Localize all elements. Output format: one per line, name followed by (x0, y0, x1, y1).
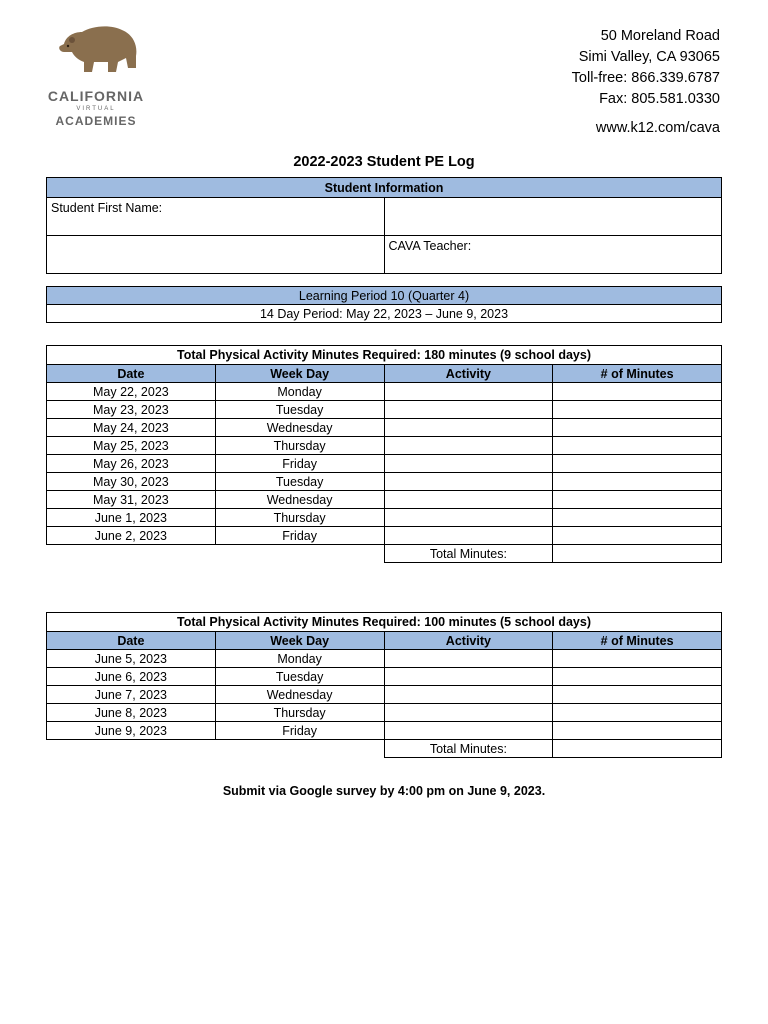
cava-logo (40, 22, 152, 134)
activity-cell[interactable] (384, 491, 553, 509)
row-weekday: Thursday (215, 704, 384, 722)
col-weekday: Week Day (215, 365, 384, 383)
col-weekday: Week Day (215, 632, 384, 650)
col-minutes: # of Minutes (553, 365, 722, 383)
activity-log-table-2 (46, 612, 722, 758)
minutes-cell[interactable] (553, 455, 722, 473)
col-activity: Activity (384, 632, 553, 650)
total-label: Total Minutes: (384, 740, 553, 758)
teacher-label: CAVA Teacher: (388, 239, 472, 253)
activity-cell[interactable] (384, 437, 553, 455)
col-date: Date (47, 365, 216, 383)
activity-cell[interactable] (384, 455, 553, 473)
row-weekday: Friday (215, 455, 384, 473)
total-minutes-cell[interactable] (553, 545, 722, 563)
bear-icon (50, 22, 142, 76)
table-row (47, 704, 722, 722)
row-date: June 7, 2023 (47, 686, 216, 704)
table-row (47, 437, 722, 455)
activity-cell[interactable] (384, 686, 553, 704)
row-date: June 8, 2023 (47, 704, 216, 722)
activity-cell[interactable] (384, 704, 553, 722)
logo-line-2: VIRTUAL (76, 106, 116, 112)
period-table (46, 286, 722, 323)
row-date: June 1, 2023 (47, 509, 216, 527)
table-row (47, 473, 722, 491)
minutes-cell[interactable] (553, 383, 722, 401)
log1-title: Total Physical Activity Minutes Required: 180 minutes (9 school days) (47, 346, 722, 365)
student-info-header: Student Information (47, 178, 722, 198)
address-block (572, 26, 720, 139)
table-row (47, 650, 722, 668)
activity-cell[interactable] (384, 419, 553, 437)
row-date: June 2, 2023 (47, 527, 216, 545)
table-row (47, 509, 722, 527)
blank-field[interactable] (384, 198, 722, 236)
table-row (47, 401, 722, 419)
blank-field[interactable] (47, 236, 385, 274)
first-name-label: Student First Name: (51, 201, 163, 215)
row-weekday: Tuesday (215, 401, 384, 419)
row-date: May 25, 2023 (47, 437, 216, 455)
minutes-cell[interactable] (553, 491, 722, 509)
row-date: May 26, 2023 (47, 455, 216, 473)
teacher-field[interactable] (384, 236, 722, 274)
first-name-field[interactable] (47, 198, 385, 236)
table-row (47, 419, 722, 437)
row-weekday: Wednesday (215, 491, 384, 509)
fax: Fax: 805.581.0330 (599, 91, 720, 107)
minutes-cell[interactable] (553, 527, 722, 545)
activity-cell[interactable] (384, 383, 553, 401)
logo-line-1: CALIFORNIA (47, 88, 145, 104)
row-weekday: Wednesday (215, 419, 384, 437)
logo-line-3: ACADEMIES (55, 114, 137, 128)
row-weekday: Monday (215, 650, 384, 668)
spacer (215, 740, 384, 758)
row-weekday: Tuesday (215, 668, 384, 686)
table-row (47, 491, 722, 509)
total-label: Total Minutes: (384, 545, 553, 563)
activity-cell[interactable] (384, 650, 553, 668)
row-date: May 22, 2023 (47, 383, 216, 401)
total-minutes-cell[interactable] (553, 740, 722, 758)
col-minutes: # of Minutes (553, 632, 722, 650)
row-date: June 6, 2023 (47, 668, 216, 686)
row-date: May 24, 2023 (47, 419, 216, 437)
minutes-cell[interactable] (553, 686, 722, 704)
page-title: 2022-2023 Student PE Log (293, 154, 475, 170)
minutes-cell[interactable] (553, 704, 722, 722)
minutes-cell[interactable] (553, 419, 722, 437)
period-header: Learning Period 10 (Quarter 4) (47, 287, 722, 305)
tollfree: Toll-free: 866.339.6787 (571, 70, 720, 86)
submit-instructions: Submit via Google survey by 4:00 pm on June 9, 2023. (222, 784, 546, 798)
table-row (47, 383, 722, 401)
col-activity: Activity (384, 365, 553, 383)
table-row (47, 668, 722, 686)
minutes-cell[interactable] (553, 509, 722, 527)
table-row (47, 455, 722, 473)
table-row (47, 722, 722, 740)
row-weekday: Thursday (215, 509, 384, 527)
row-weekday: Wednesday (215, 686, 384, 704)
spacer (47, 545, 216, 563)
row-date: June 9, 2023 (47, 722, 216, 740)
row-weekday: Tuesday (215, 473, 384, 491)
row-date: May 23, 2023 (47, 401, 216, 419)
activity-cell[interactable] (384, 668, 553, 686)
activity-cell[interactable] (384, 509, 553, 527)
activity-cell[interactable] (384, 401, 553, 419)
student-info-table (46, 177, 722, 274)
row-date: May 31, 2023 (47, 491, 216, 509)
activity-cell[interactable] (384, 722, 553, 740)
row-weekday: Monday (215, 383, 384, 401)
table-row (47, 527, 722, 545)
activity-log-table-1 (46, 345, 722, 563)
row-date: May 30, 2023 (47, 473, 216, 491)
minutes-cell[interactable] (553, 473, 722, 491)
spacer (215, 545, 384, 563)
minutes-cell[interactable] (553, 650, 722, 668)
minutes-cell[interactable] (553, 668, 722, 686)
minutes-cell[interactable] (553, 401, 722, 419)
row-weekday: Friday (215, 722, 384, 740)
minutes-cell[interactable] (553, 437, 722, 455)
spacer (47, 740, 216, 758)
row-weekday: Friday (215, 527, 384, 545)
activity-cell[interactable] (384, 473, 553, 491)
website: www.k12.com/cava (595, 120, 720, 136)
city: Simi Valley, CA 93065 (578, 49, 720, 65)
period-range: 14 Day Period: May 22, 2023 – June 9, 2023 (47, 305, 722, 323)
col-date: Date (47, 632, 216, 650)
street: 50 Moreland Road (600, 28, 720, 44)
log2-title: Total Physical Activity Minutes Required: 100 minutes (5 school days) (47, 613, 722, 632)
minutes-cell[interactable] (553, 722, 722, 740)
table-row (47, 686, 722, 704)
row-date: June 5, 2023 (47, 650, 216, 668)
activity-cell[interactable] (384, 527, 553, 545)
row-weekday: Thursday (215, 437, 384, 455)
